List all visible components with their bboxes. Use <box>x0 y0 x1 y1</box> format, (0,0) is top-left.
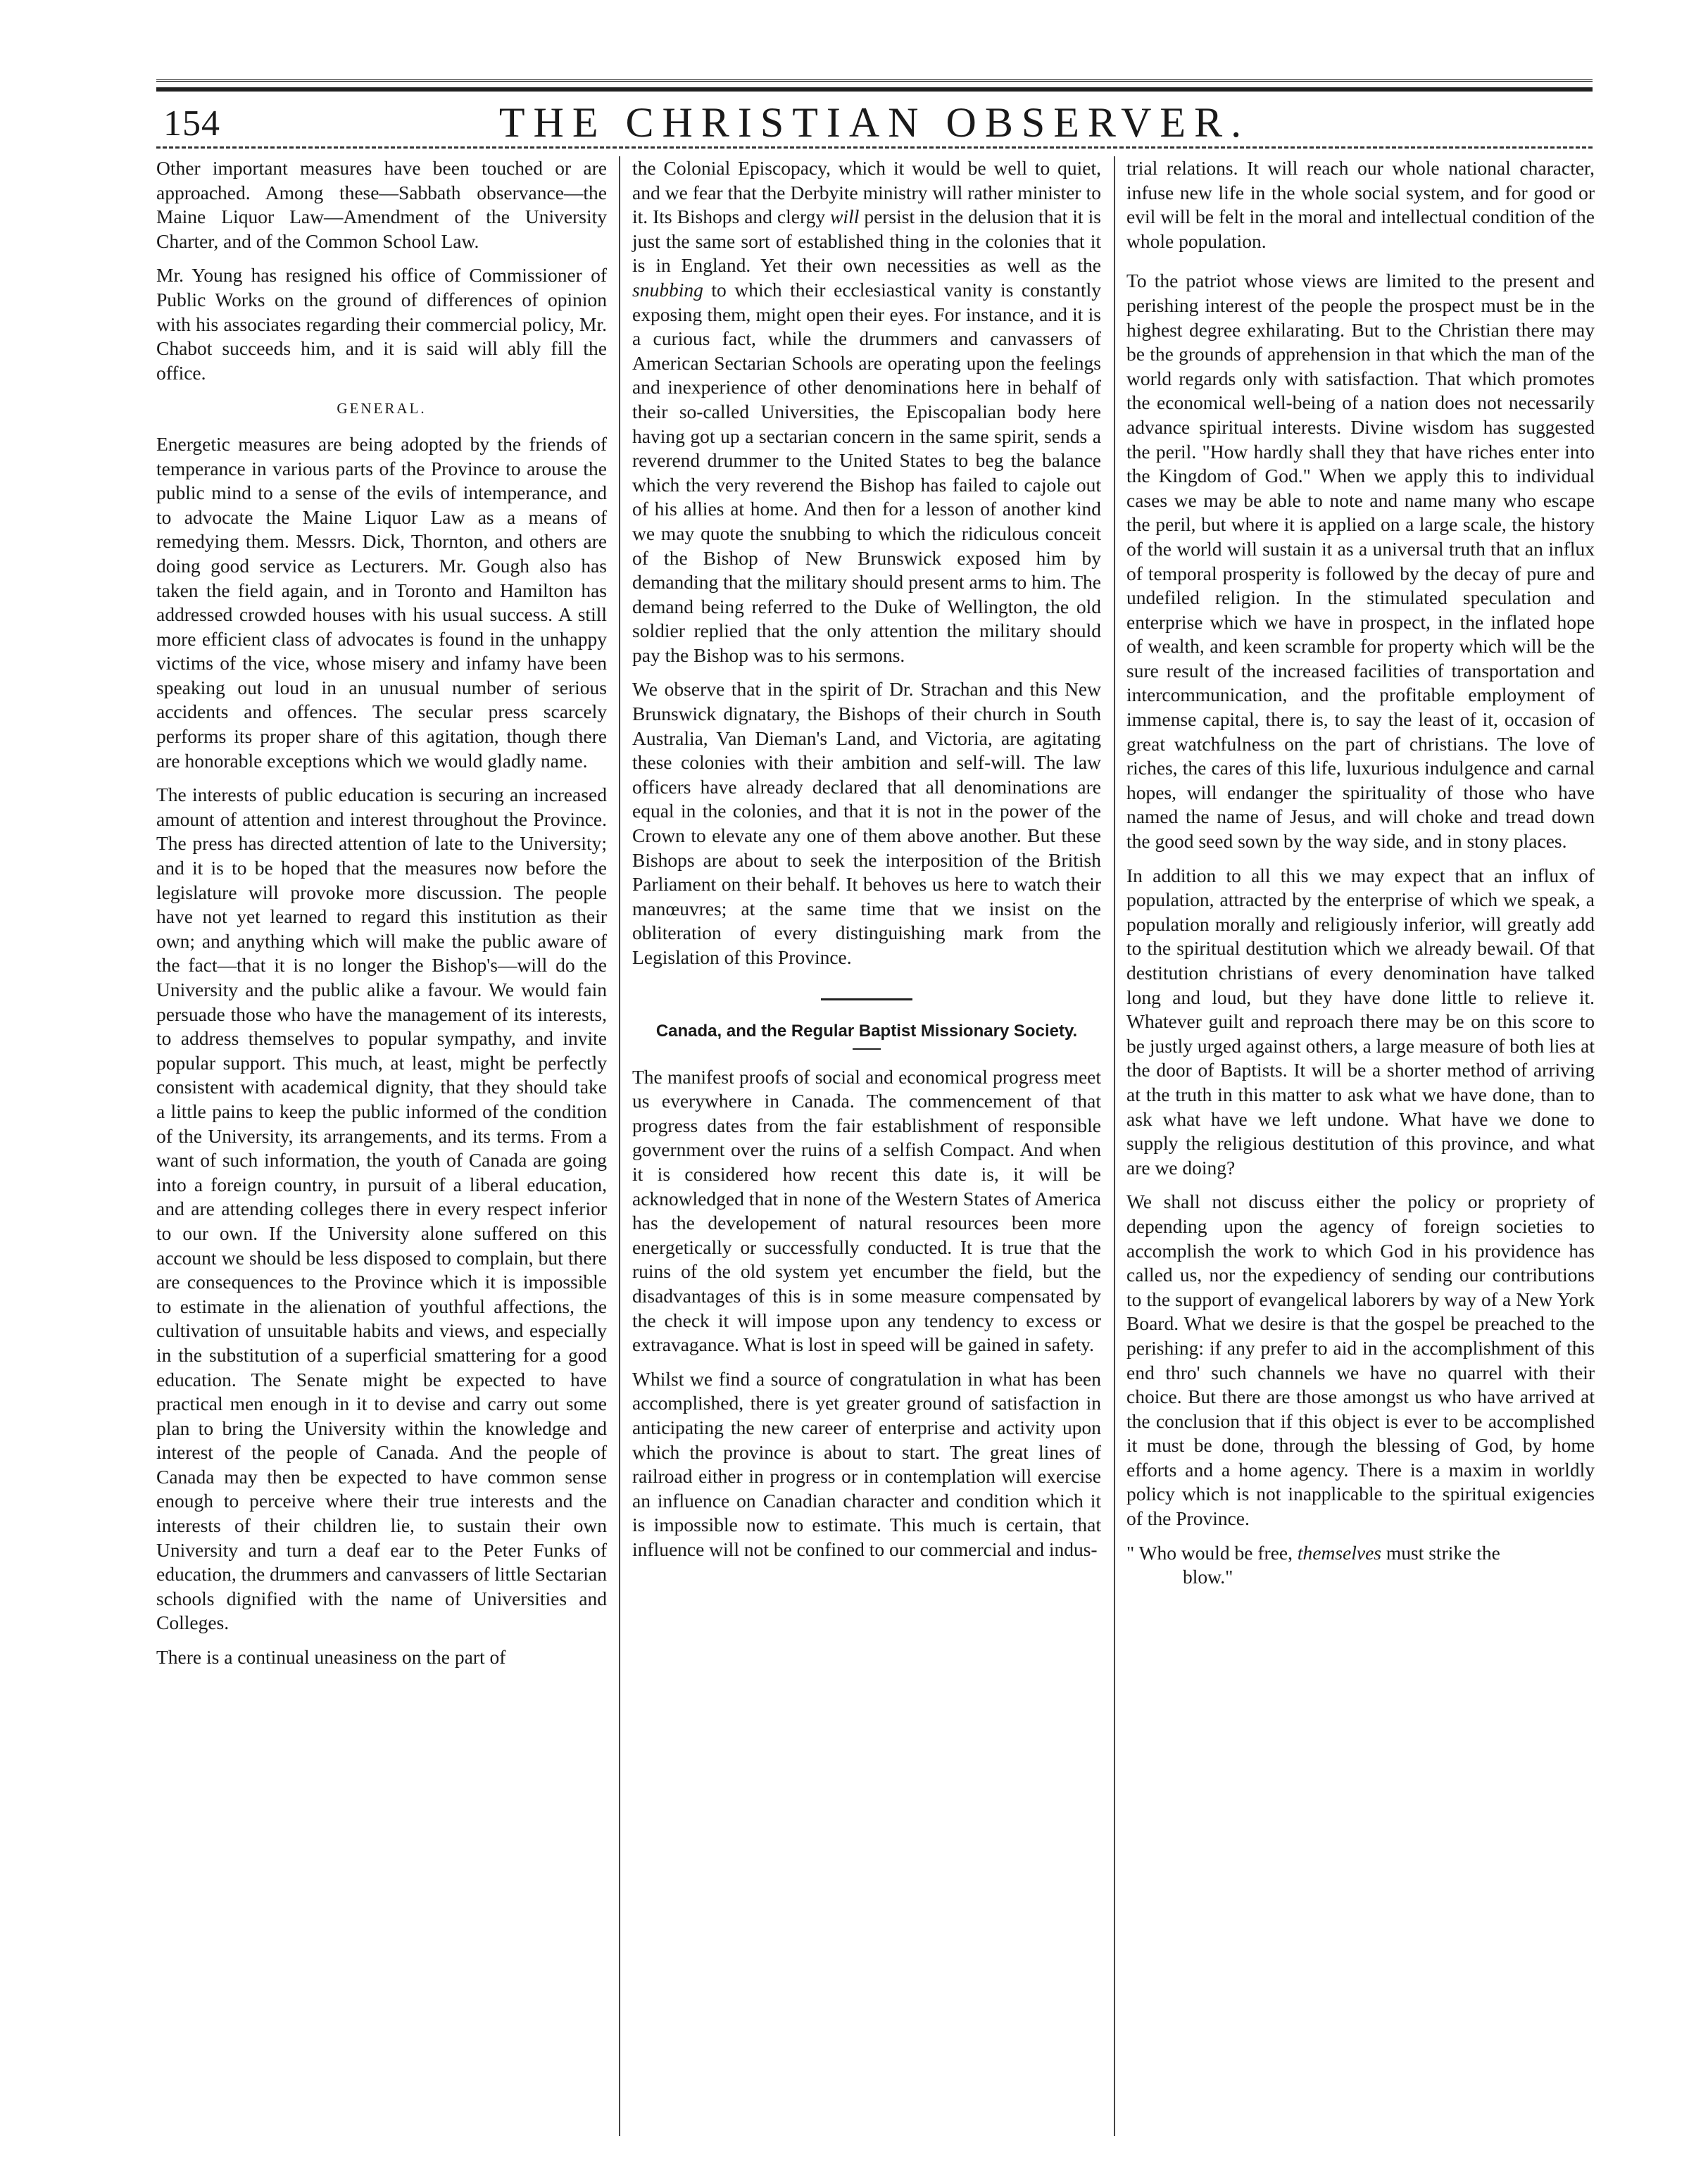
paragraph-trial-relations: trial relations. It will reach our whole national character, infuse new life in the whole social system, and for good or evil will be felt in the moral and intellectual condition of the whole population. <box>1126 157 1595 252</box>
quote-text: " Who would be free, <box>1126 1541 1298 1564</box>
column-3 <box>1126 156 1595 1600</box>
quote-end: blow." <box>1183 1566 1233 1588</box>
page-number: 154 <box>163 103 220 144</box>
column-divider-1 <box>619 156 620 2136</box>
paragraph-uneasiness: There is a continual uneasiness on the part of <box>156 1646 506 1669</box>
emphasis-snubbing: snubbing <box>632 278 703 301</box>
column-2 <box>632 156 1101 1571</box>
top-double-rule <box>156 79 1593 82</box>
running-title: THE CHRISTIAN OBSERVER. <box>498 99 1250 146</box>
paragraph-dr-strachan: We observe that in the spirit of Dr. Strachan and this New Brunswick dignatary, the Bishops of their church in South Australia, Van Dieman's Land, and Victoria, are agitating these colonies with their ambition and self-will. The law officers have already declared that all denominations are equal in the colonies, and that it is not in the power of the Crown to elevate any one of them above another. But these Bishops are about to seek the interposition of the British Parliament on their behalf. It behoves us here to watch their manœuvres; at the same time that we insist on the obliteration of every distinguishing mark from the Legislation of this Province. <box>632 678 1101 968</box>
paragraph-influx: In addition to all this we may expect that an influx of population, attracted by the enterprise of which we speak, a population morally and religiously inferior, will greatly add to the spiritual destitution which we already bewail. Of that destitution christians of every denomination have talked long and loud, but they have done little to relieve it. Whatever guilt and reproach there may be on this score to be justly urged against others, a large measure of both lies at the door of Baptists. It will be a shorter method of arriving at the truth in this matter to ask what we have done, than to ask what have we left undone. What have we done to supply the religious destitution of this province, and what are we doing? <box>1126 864 1595 1179</box>
text-run: to which their ecclesiastical vanity is constantly exposing them, might open their eyes. For instance, and it is a curious fact, while the drummers and canvassers of American Sectarian Schools are operating upon the feelings and inexperience of other denominations here in behalf of their so-called Universities, the Episcopalian body here having got up a sectarian concern in the same spirit, sends a reverend drummer to the United States to beg the balance which the very reverend the Bishop has failed to cajole out of his allies at home. And then for a lesson of another kind we may quote the snubbing to which the ridiculous conceit of the Bishop of New Brunswick exposed him by demanding that the military should present arms to him. The demand being referred to the Duke of Wellington, the old soldier replied that the only attention the military should pay the Bishop was to his sermons. <box>632 278 1101 666</box>
paragraph-colonial-episcopacy <box>632 156 1101 667</box>
emphasis-will: will <box>830 206 860 228</box>
column-divider-2 <box>1114 156 1115 2136</box>
emphasis-themselves: themselves <box>1297 1541 1381 1564</box>
column-1 <box>156 156 607 1680</box>
text-run: the Colonial Episcopacy, which it would be well to quiet, and we fear that the Derbyite ministry will rather minister to it. Its Bishops and clergy <box>632 157 1101 228</box>
paragraph-foreign-societies: We shall not discuss either the policy or propriety of depending upon the agency of foreign societies to accomplish the work to which God in his providence has called us, nor the expediency of sending our contributions to the support of evangelical laborers by way of a New York Board. What we desire is that the gospel be preached to the perishing: if any prefer to aid in the accomplishment of this end thro' such channels we have no quarrel with their choice. But there are those amongst us who have arrived at the conclusion that if this object is ever to be accomplished it must be done, through the blessing of God, by home efforts and a home agency. There is a maxim in worldly policy which is not inapplicable to the spiritual exigencies of the Province. <box>1126 1191 1595 1530</box>
paragraph-manifest-proofs: The manifest proofs of social and economical progress meet us everywhere in Canada. The commencement of that progress dates from the fair establishment of responsible government over the ruins of a selfish Compact. And when it is considered how recent this date is, it will be acknowledged that in none of the Western States of America has the developement of natural resources been more energetically or successfully conducted. It is true that the ruins of the old system yet encumber the field, but the disadvantages of this is in some measure compensated by the check it will impose upon any tendency to excess or extravagance. What is lost in speed will be gained in safety. <box>632 1065 1101 1356</box>
text-run: persist in the delusion that it is just the same sort of established thing in the colonies that it is in England. Yet their own necessities as well as the <box>632 206 1101 277</box>
closing-quote <box>1126 1541 1595 1590</box>
section-separator-rule <box>821 998 912 1000</box>
page-header <box>156 99 1593 146</box>
paragraph-mr-young: Mr. Young has resigned his office of Commissioner of Public Works on the ground of differences of opinion with his associates regarding their commercial policy, Mr. Chabot succeeds him, and it is said will ably fill the office. <box>156 264 607 384</box>
article-title: Canada, and the Regular Baptist Missionary Society. <box>655 1021 1078 1041</box>
paragraph-congratulation: Whilst we find a source of congratulation in what has been accomplished, there is yet greater ground of satisfaction in anticipating the new career of enterprise and activity upon which the province is about to start. The great lines of railroad either in progress or in contemplation will exercise an influence on Canadian character and condition which it is impossible now to estimate. This much is certain, that influence will not be confined to our commercial and indus- <box>632 1367 1101 1560</box>
title-dash <box>853 1048 881 1050</box>
paragraph-measures: Other important measures have been touched or are approached. Among these—Sabbath observance—the Maine Liquor Law—Amendment of the University Charter, and of the Common School Law. <box>156 157 607 252</box>
section-heading-general: GENERAL. <box>337 400 427 417</box>
top-thick-rule <box>156 87 1593 92</box>
paragraph-patriot: To the patriot whose views are limited to the present and perishing interest of the people the prospect must be in the highest degree exhilarating. But to the Christian there may be the grounds of apprehension in that which the man of the world regards only with satisfaction. That which promotes the economical well-being of a nation does not necessarily advance spiritual interests. Divine wisdom has suggested the peril. "How hardly shall they that have riches enter into the Kingdom of God." When we apply this to individual cases we may be able to note and name many who escape the peril, but where it is applied on a large scale, the history of the world will sustain it as a universal truth that an influx of temporal prosperity is followed by the decay of pure and undefiled religion. In the stimulated speculation and enterprise which we have in prospect, in the inflated hope of wealth, and keen scramble for property which will be the sure result of the increased facilities of transportation and intercommunication, and the profitable employment of immense capital, there is, to say the least of it, occasion of great watchfulness on the part of christians. The love of riches, the cares of this life, luxurious indulgence and carnal hopes, will endanger the spirituality of those who have named the name of Jesus, and will choke and tread down the good seed sown by the way side, and in stony places. <box>1126 270 1595 853</box>
paragraph-temperance: Energetic measures are being adopted by the friends of temperance in various parts of the Province to arouse the public mind to a sense of the evils of intemperance, and to advocate the Maine Liquor Law as a means of remedying them. Messrs. Dick, Thornton, and others are doing good service as Lecturers. Mr. Gough also has taken the field again, and in Toronto and Hamilton has addressed crowded houses with his usual success. A still more efficient class of advocates is found in the unhappy victims of the vice, whose misery and infamy have been speaking out loud in an unusual number of serious accidents and offences. The secular press scarcely performs its proper share of this agitation, though there are honorable exceptions which we would gladly name. <box>156 432 607 772</box>
paragraph-education: The interests of public education is securing an increased amount of attention and interest throughout the Province. The press has directed attention of late to the University; and it is to be hoped that the measures now before the legislature will provoke more discussion. The people have not yet learned to regard this institution as their own; and anything which will make the public aware of the fact—that it is no longer the Bishop's—will do the University and the public alike a favour. We would fain persuade those who have the management of its interests, to address themselves to popular sympathy, and invite popular support. This much, at least, might be perfectly consistent with academical dignity, that they should take a little pains to keep the public informed of the condition of the University, its arrangements, and its terms. From a want of such information, the youth of Canada are going into a foreign country, in pursuit of a liberal education, and are attending colleges there in every respect inferior to our own. If the University alone suffered on this account we should be less disposed to complain, but there are consequences to the Province which it is impossible to estimate in the alienation of youthful affections, the cultivation of unsuitable habits and views, and especially in the substitution of a superficial smattering for a good education. The Senate might be expected to have practical men enough in it to devise and carry out some plan to bring the University within the knowledge and interest of the people of Canada. And the people of Canada may then be expected to have common sense enough to perceive where their true interests and the interests of their children lie, to sustain their own University and turn a deaf ear to the Peter Funks of education, the drummers and canvassers of little Sectarian schools dignified with the name of Universities and Colleges. <box>156 784 607 1634</box>
header-underline-rule <box>156 146 1593 149</box>
quote-text: must strike the <box>1381 1541 1500 1564</box>
